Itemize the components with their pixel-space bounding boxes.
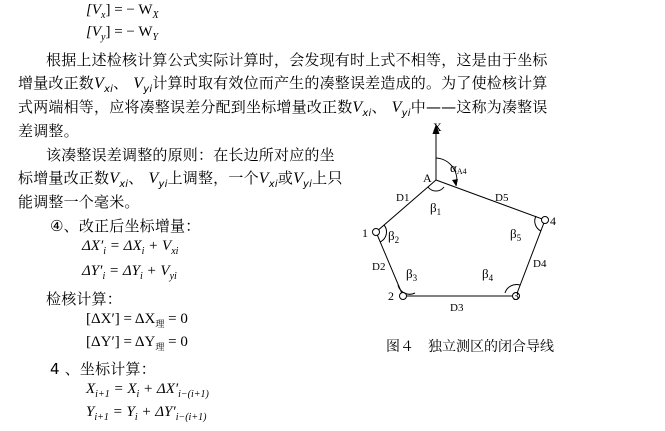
beta-5-symbol: β <box>510 226 517 241</box>
vx-rhs: ] = − W <box>105 2 153 18</box>
eq-dx-corrected <box>82 238 178 257</box>
side-d3-text: D3 <box>450 302 464 314</box>
sym-v: V <box>109 170 120 187</box>
coords-eq2-plus: + ΔY′ <box>137 404 176 420</box>
sym-v: V <box>148 170 159 187</box>
eq1-plus: + V <box>144 238 172 254</box>
point-a-arc <box>428 187 444 191</box>
eq2-plus-sub: yi <box>169 271 177 282</box>
sub-xi: xi <box>119 179 129 190</box>
point-a-label: A <box>423 171 432 185</box>
vx-sub: x <box>101 10 106 21</box>
para1-l3b: 、 <box>371 98 387 116</box>
para2-l2a: 标增量改正数 <box>18 169 110 187</box>
check-eq1: [ΔX′] = ΔX <box>86 311 156 327</box>
formula-vy <box>86 24 158 43</box>
sub-yi: yi <box>303 179 313 190</box>
check-eq1-sub: 理 <box>155 319 165 329</box>
point-4-marker <box>542 217 549 224</box>
eq-dy-corrected <box>82 263 177 282</box>
eq2-plus: + V <box>142 263 170 279</box>
sub-xi: xi <box>362 108 372 119</box>
para2-l2c: 上调整，一个 <box>167 169 259 187</box>
eq2-lhs: ΔY′ <box>82 263 103 279</box>
para1-line1: 根据上述检核计算公式实际计算时，会发现有时上式不相等，这是由于坐标 <box>46 51 548 69</box>
sym-v: V <box>293 170 304 187</box>
side-d3-label <box>450 302 464 314</box>
point-4-label: 4 <box>550 214 556 228</box>
para1-l2a: 增量改正数 <box>18 74 95 92</box>
check-eq2-tail: = 0 <box>164 334 188 350</box>
coords-eq2-rhs: = Y <box>108 404 135 420</box>
sub-xi: xi <box>104 84 114 95</box>
para1-l3a: 式两端相等，应将凑整误差分配到坐标增量改正数 <box>18 98 353 116</box>
sub-yi: yi <box>401 108 411 119</box>
eq-y-next <box>86 404 206 423</box>
sym-v: V <box>94 75 104 92</box>
sym-v: V <box>352 99 363 116</box>
para2-l2e: 上只 <box>312 169 343 187</box>
check-eq2: [ΔY′] = ΔY <box>86 334 156 350</box>
point-1-label: 1 <box>362 226 368 240</box>
coords-eq1: X <box>86 381 96 397</box>
alpha-label <box>450 160 467 176</box>
side-d1-text: D1 <box>396 192 410 204</box>
eq1-rhs-sub: i <box>141 246 145 257</box>
side-d4-text: D4 <box>533 258 547 270</box>
beta-3-symbol: β <box>406 266 413 281</box>
sym-v: V <box>133 75 144 92</box>
para2-l2d: 或 <box>277 169 294 187</box>
beta-2-label <box>388 228 399 245</box>
check-eq1-tail: = 0 <box>164 311 188 327</box>
eq2-rhs: = ΔY <box>105 263 140 279</box>
check-eq2-sub: 理 <box>155 342 165 352</box>
check-heading: 检核计算： <box>46 290 123 308</box>
alpha-symbol: α <box>450 160 457 175</box>
sub-yi: yi <box>143 84 153 95</box>
vy-rhs: ] = − W <box>105 24 153 40</box>
sub-yi: yi <box>158 179 168 190</box>
point-2-label: 2 <box>388 289 394 303</box>
para1-line2 <box>18 72 548 95</box>
eq2-sub: i <box>102 271 106 282</box>
eq1-rhs: = ΔX <box>106 238 142 254</box>
side-d1-label <box>396 192 409 204</box>
vx-rhs-sub: X <box>152 10 159 21</box>
para2-line2 <box>18 167 343 190</box>
side-d2-text: D2 <box>372 261 386 273</box>
sym-v: V <box>391 99 402 116</box>
vx-lhs: [V <box>86 2 101 18</box>
para2-line1: 该凑整误差调整的原则：在长边所对应的坐 <box>46 146 335 164</box>
side-d4-label <box>533 258 547 270</box>
step4-heading: ④、改正后坐标增量： <box>50 217 201 235</box>
para1-line4: 差调整。 <box>18 122 79 140</box>
coords-eq1-rhs-sub: i <box>136 389 140 400</box>
side-d5-text: D5 <box>495 192 509 204</box>
eq-check-x <box>86 311 188 330</box>
beta-4-label <box>482 266 494 283</box>
alpha-sub: A4 <box>456 167 467 176</box>
eq1-plus-sub: xi <box>171 246 179 257</box>
para2-line3: 能调整一个毫米。 <box>18 193 140 211</box>
figure-caption: 图４ 独立测区的闭合导线 <box>386 339 554 355</box>
eq2-rhs-sub: i <box>140 271 143 282</box>
beta-5-label <box>510 226 522 243</box>
coords-eq2-rhs-sub: i <box>134 412 138 423</box>
beta-1-sub: 1 <box>436 207 442 217</box>
closed-traverse-figure <box>340 110 640 320</box>
beta-1-label <box>430 200 441 217</box>
beta-1-symbol: β <box>430 200 437 215</box>
vy-rhs-sub: Y <box>152 32 159 43</box>
eq-check-y <box>86 334 188 353</box>
eq-x-next <box>86 381 209 400</box>
coords-eq1-plus-sub: i−(i+1) <box>178 389 209 400</box>
eq1-sub: i <box>103 246 107 257</box>
coords-heading: 4 、坐标计算： <box>50 360 156 378</box>
coords-eq2-plus-sub: i−(i+1) <box>175 412 207 423</box>
para1-l3c: 中——这称为凑整误 <box>410 98 548 116</box>
beta-4-sub: 4 <box>488 273 494 283</box>
coords-eq1-plus: + ΔX′ <box>139 381 179 397</box>
beta-4-symbol: β <box>482 266 489 281</box>
vy-sub: y <box>101 32 106 43</box>
para1-l2c: 计算时取有效位而产生的凑整误差造成的。为了使检核计算 <box>152 74 548 92</box>
coords-eq2: Y <box>86 404 95 420</box>
sym-v: V <box>258 170 269 187</box>
side-d5-label <box>495 192 509 204</box>
x-axis-label: X <box>433 120 442 134</box>
vy-lhs: [V <box>86 24 101 40</box>
side-d2-label <box>372 261 385 273</box>
sub-xi: xi <box>268 179 278 190</box>
para2-l2b: 、 <box>128 169 144 187</box>
formula-vx <box>86 2 159 21</box>
coords-eq2-sub: i+1 <box>94 412 109 423</box>
beta-3-label <box>406 266 418 283</box>
eq1-lhs: ΔX′ <box>82 238 104 254</box>
point-3-label: 3 <box>513 289 519 303</box>
point-1-marker <box>373 229 380 236</box>
coords-eq1-sub: i+1 <box>95 389 110 400</box>
beta-2-symbol: β <box>388 228 395 243</box>
beta-5-sub: 5 <box>516 233 522 243</box>
beta-2-sub: 2 <box>394 235 400 245</box>
coords-eq1-rhs: = X <box>109 381 137 397</box>
beta-3-sub: 3 <box>412 273 418 283</box>
para1-l2b: 、 <box>113 74 129 92</box>
